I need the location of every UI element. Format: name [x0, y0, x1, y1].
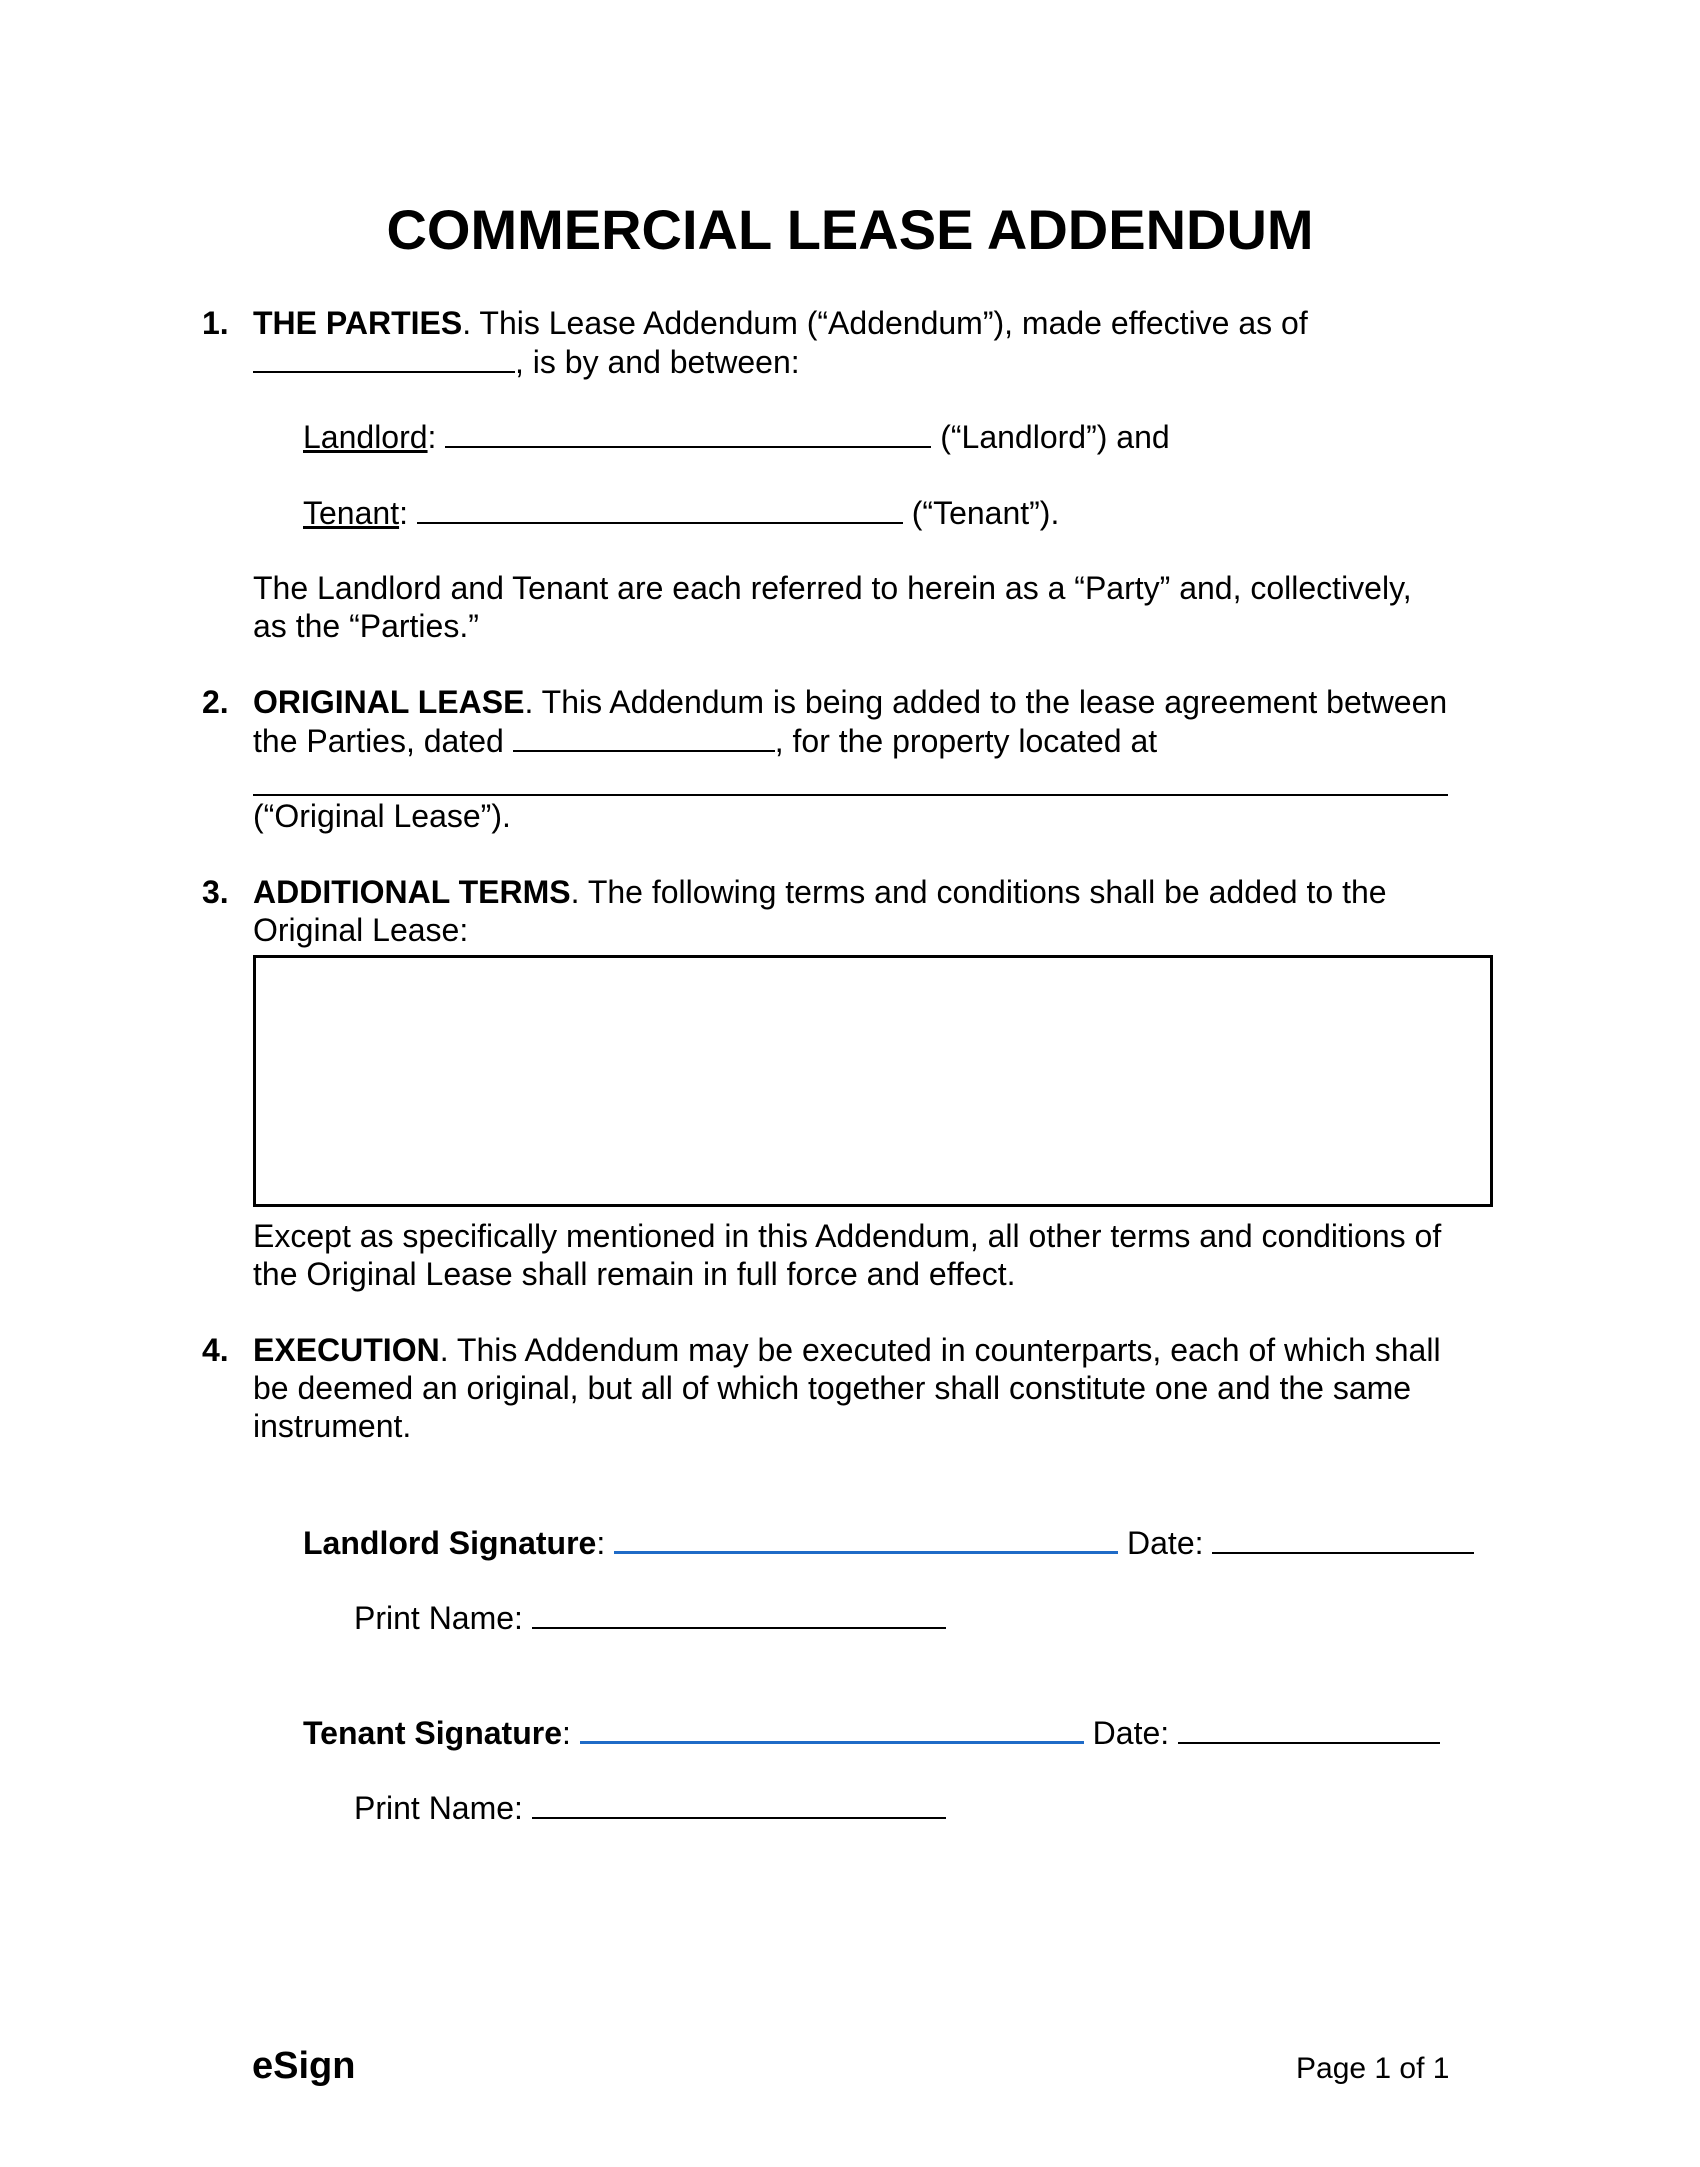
document-title: COMMERCIAL LEASE ADDENDUM — [386, 198, 1314, 261]
tenant-signature-label: Tenant Signature — [303, 1715, 562, 1751]
page-number: Page 1 of 1 — [1296, 2052, 1450, 2085]
section-3-after-line-1: Except as specifically mentioned in this Addendum, all other terms and conditions of — [253, 1218, 1442, 1254]
landlord-label: Landlord — [303, 419, 428, 455]
landlord-signature-field[interactable] — [614, 1525, 1118, 1554]
section-4-number: 4. — [202, 1332, 229, 1368]
tenant-print-name-field[interactable] — [532, 1791, 946, 1819]
tenant-name-field[interactable] — [417, 496, 903, 524]
section-4-line-3: instrument. — [253, 1408, 412, 1444]
landlord-print-name-line — [354, 1601, 946, 1634]
effective-date-field[interactable] — [253, 345, 515, 373]
section-1-line-1: THE PARTIES. This Lease Addendum (“Addendum”), made effective as of — [253, 305, 1308, 341]
lease-date-field[interactable] — [513, 724, 775, 752]
section-3-number: 3. — [202, 874, 229, 910]
section-3-line-1: ADDITIONAL TERMS. The following terms and conditions shall be added to the — [253, 874, 1387, 910]
additional-terms-box[interactable] — [253, 955, 1493, 1207]
section-2-heading: ORIGINAL LEASE — [253, 684, 525, 720]
section-3-line-2: Original Lease: — [253, 912, 469, 948]
section-1-heading: THE PARTIES — [253, 305, 463, 341]
landlord-signature-label: Landlord Signature — [303, 1525, 597, 1561]
parties-definition-line-1: The Landlord and Tenant are each referred to herein as a “Party” and, collectively, — [253, 570, 1412, 606]
landlord-date-field[interactable] — [1212, 1526, 1474, 1554]
section-4-heading: EXECUTION — [253, 1332, 440, 1368]
section-4-line-1: EXECUTION. This Addendum may be executed in counterparts, each of which shall — [253, 1332, 1441, 1368]
landlord-signature-line: Landlord Signature: Date: — [303, 1525, 1474, 1559]
landlord-name-field[interactable] — [445, 420, 931, 448]
section-3-heading: ADDITIONAL TERMS — [253, 874, 571, 910]
tenant-line: Tenant: (“Tenant”). — [303, 495, 1060, 531]
esign-logo: eSign — [252, 2045, 356, 2087]
section-2-line-3: (“Original Lease”). — [253, 798, 511, 834]
section-2-line-1: ORIGINAL LEASE. This Addendum is being added to the lease agreement between — [253, 684, 1448, 720]
tenant-print-name-label: Print Name: — [354, 1790, 523, 1826]
landlord-line: Landlord: (“Landlord”) and — [303, 419, 1170, 455]
tenant-signature-line: Tenant Signature: Date: — [303, 1715, 1440, 1749]
tenant-date-field[interactable] — [1178, 1716, 1440, 1744]
parties-definition-line-2: as the “Parties.” — [253, 608, 479, 644]
landlord-date-label: Date: — [1127, 1525, 1204, 1561]
section-2-line-2: the Parties, dated , for the property located at — [253, 723, 1158, 759]
section-3-after-line-2: the Original Lease shall remain in full force and effect. — [253, 1256, 1016, 1292]
landlord-print-name-label: Print Name: — [354, 1600, 523, 1636]
tenant-label: Tenant — [303, 495, 400, 531]
tenant-print-name-line — [354, 1791, 946, 1824]
section-1-line-2: , is by and between: — [253, 345, 800, 378]
landlord-print-name-field[interactable] — [532, 1601, 946, 1629]
tenant-signature-field[interactable] — [580, 1715, 1084, 1744]
property-address-field[interactable] — [253, 794, 1448, 796]
section-2-number: 2. — [202, 684, 229, 720]
section-1-number: 1. — [202, 305, 229, 341]
section-4-line-2: be deemed an original, but all of which together shall constitute one and the same — [253, 1370, 1412, 1406]
tenant-date-label: Date: — [1092, 1715, 1170, 1751]
